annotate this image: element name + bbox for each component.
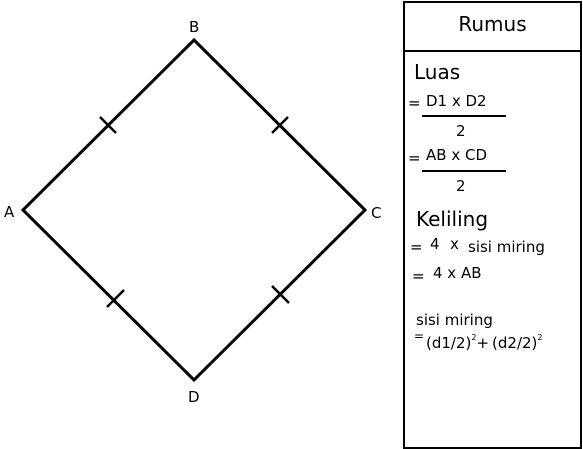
luas-eq1-numerator: D1 x D2 xyxy=(426,92,487,110)
vertex-label-c: C xyxy=(371,204,382,222)
rhombus-outline xyxy=(23,40,365,380)
vertex-label-b: B xyxy=(189,18,200,36)
sisi-exp-1: 2 xyxy=(471,333,477,342)
sisi-term-2: (d2/2) xyxy=(492,334,538,352)
keliling-eq2: 4 x AB xyxy=(433,264,482,282)
luas-eq2-fraction-bar xyxy=(422,170,506,172)
sisi-term-1: (d1/2) xyxy=(426,334,472,352)
luas-eq2-denominator: 2 xyxy=(456,177,466,195)
luas-eq1-prefix: = xyxy=(408,94,421,112)
luas-eq1-denominator: 2 xyxy=(456,122,466,140)
keliling-eq1-side: sisi miring xyxy=(468,238,545,256)
keliling-heading: Keliling xyxy=(416,207,489,231)
sisi-eq-formula xyxy=(426,334,543,352)
panel-title: Rumus xyxy=(405,3,580,52)
keliling-eq2-prefix: = xyxy=(412,267,425,285)
keliling-eq1-four: 4 xyxy=(430,235,440,253)
sisi-miring-heading: sisi miring xyxy=(416,311,493,329)
luas-eq2-prefix: = xyxy=(408,149,421,167)
luas-eq2-numerator: AB x CD xyxy=(426,146,487,164)
formula-panel xyxy=(403,1,582,449)
keliling-eq1-prefix: = xyxy=(410,238,423,256)
sisi-plus: + xyxy=(476,334,490,352)
luas-heading: Luas xyxy=(414,60,461,84)
tick-mark-da xyxy=(107,290,124,307)
luas-eq1-fraction-bar xyxy=(422,115,506,117)
keliling-eq1-times: x xyxy=(450,235,459,253)
sisi-exp-2: 2 xyxy=(537,333,543,342)
vertex-label-d: D xyxy=(188,388,200,406)
sisi-eq-prefix: = xyxy=(414,329,425,343)
vertex-label-a: A xyxy=(4,203,15,221)
